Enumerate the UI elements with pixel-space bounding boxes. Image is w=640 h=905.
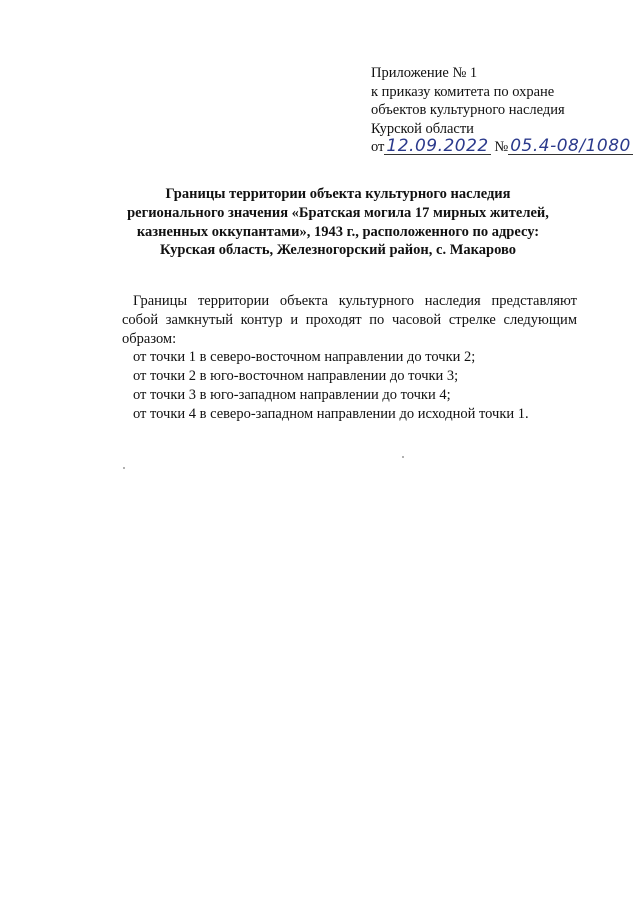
- title-line: Курская область, Железногорский район, с. Макарово: [160, 242, 516, 259]
- appendix-order-line: к приказу комитета по охране: [371, 83, 555, 100]
- boundary-segment: от точки 1 в северо-восточном направлении до точки 2;: [133, 349, 476, 366]
- boundary-segment: от точки 2 в юго-восточном направлении до точки 3;: [133, 368, 459, 385]
- boundary-description: [122, 292, 577, 424]
- boundary-segment: от точки 4 в северо-западном направлении до исходной точки 1.: [133, 405, 529, 422]
- handwritten-date: 12.09.2022: [386, 136, 489, 156]
- scan-speck: [123, 467, 125, 469]
- boundary-segment: от точки 3 в юго-западном направлении до точки 4;: [133, 386, 451, 403]
- title-line: регионального значения «Братская могила 17 мирных жителей,: [127, 204, 549, 221]
- date-prefix: от: [371, 139, 385, 155]
- appendix-number: Приложение № 1: [371, 65, 478, 81]
- appendix-date-number-line: [371, 138, 633, 157]
- appendix-header: [371, 64, 633, 157]
- document-title: [100, 185, 576, 260]
- appendix-committee-line: объектов культурного наследия: [371, 102, 565, 118]
- appendix-region-line: Курской области: [371, 120, 474, 137]
- title-line: казненных оккупантами», 1943 г., расположенного по адресу:: [136, 223, 540, 240]
- scan-speck: [402, 456, 404, 458]
- number-prefix: №: [494, 139, 509, 155]
- title-line: Границы территории объекта культурного наследия: [165, 186, 511, 202]
- handwritten-order-number: 05.4-08/1080: [510, 136, 631, 156]
- intro-paragraph: Границы территории объекта культурного наследия представляют собой замкнутый контур и проходят по часовой стрелке следующим образом:: [122, 293, 577, 347]
